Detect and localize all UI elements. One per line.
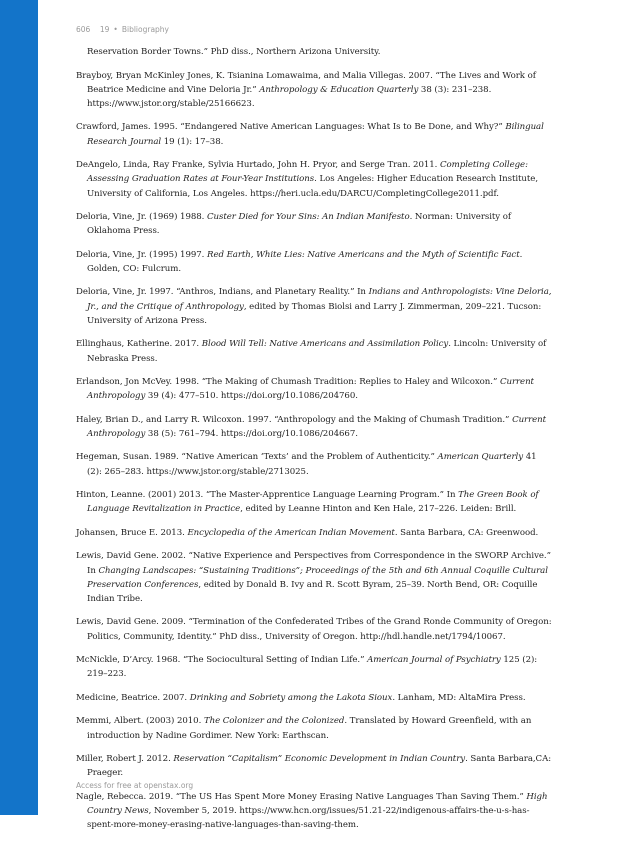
reference-text: 39 (4): 477–510. https://doi.org/10.1086/204760. [145, 391, 358, 402]
reference-text: . Lincoln: University of Nebraska Press. [87, 339, 547, 364]
page-number: 606 [76, 25, 91, 34]
section-title: Bibliography [121, 25, 169, 34]
reference-text: Miller, Robert J. 2012. [76, 754, 174, 765]
reference-entry-deloria-1997 [76, 285, 554, 328]
reference-entry-deangelo [76, 158, 554, 201]
reference-text: . Golden, CO: Fulcrum. [87, 249, 523, 274]
reference-title: Custer Died for Your Sins: An Indian Manifesto [207, 212, 410, 223]
reference-text: Reservation Border Towns.” PhD diss., Northern Arizona University. [87, 47, 381, 57]
reference-text: Lewis, David Gene. 2009. “Termination of the Confederated Tribes of the Grand Ronde Community of Oregon: Politics, Community, Identity.” PhD diss., University of Oregon. http://hdl.handle.net/1794/10067. [76, 617, 552, 642]
reference-text: Hegeman, Susan. 1989. “Native American ‘Texts’ and the Problem of Authenticity.” [76, 452, 438, 463]
reference-entry-cont [76, 45, 554, 59]
reference-entry-memmi [76, 714, 554, 742]
reference-title: American Quarterly [437, 452, 524, 463]
reference-text: Memmi, Albert. (2003) 2010. [76, 716, 204, 727]
reference-title: Completing College: Assessing Graduation Rates at Four-Year Institutions [87, 160, 528, 185]
reference-text: . Los Angeles: Higher Education Research Institute, University of California, Los Angeles. https://heri.ucla.edu/DARCU/CompletingCollege2011.pdf. [87, 174, 538, 199]
reference-text: . Santa Barbara,CA: Praeger. [87, 754, 552, 779]
reference-title: The Colonizer and the Colonized [203, 716, 345, 727]
reference-title: American Journal of Psychiatry [367, 655, 501, 666]
bibliography-list [76, 45, 554, 842]
reference-text: 38 (5): 761–794. https://doi.org/10.1086/204667. [145, 428, 358, 439]
reference-text: , November 5, 2019. https://www.hcn.org/issues/51.21-22/indigenous-affairs-the-u-s-has-spent-more-money-erasing-native-languages-than-saving-them. [87, 805, 530, 831]
reference-text: Hinton, Leanne. (2001) 2013. “The Master-Apprentice Language Learning Program.” In [76, 490, 459, 501]
side-accent-bar [0, 0, 38, 815]
reference-title: Indians and Anthropologists: Vine Deloria, Jr., and the Critique of Anthropology [87, 287, 552, 312]
reference-text: Johansen, Bruce E. 2013. [76, 527, 188, 538]
reference-entry-deloria-1995 [76, 248, 554, 276]
reference-title: Blood Will Tell: Native Americans and Assimilation Policy [201, 339, 449, 350]
bullet-separator: • [113, 25, 118, 34]
reference-text: Deloria, Vine, Jr. (1995) 1997. [76, 249, 208, 260]
reference-title: High Country News [87, 791, 548, 816]
reference-entry-haley [76, 413, 554, 441]
reference-text: . Translated by Howard Greenfield, with an introduction by Nadine Gordimer. New York: Earthscan. [87, 716, 532, 741]
reference-text: 125 (2): 219–223. [87, 655, 538, 680]
reference-title: Red Earth, White Lies: Native Americans and the Myth of Scientific Fact [207, 249, 520, 260]
reference-text: , edited by Thomas Biolsi and Larry J. Zimmerman, 209–221. Tucson: University of Arizona Press. [87, 301, 542, 326]
reference-text: . Lanham, MD: AltaMira Press. [392, 692, 526, 703]
reference-text: Deloria, Vine, Jr. 1997. “Anthros, Indians, and Planetary Reality.” In [76, 287, 369, 298]
reference-text: 19 (1): 17–38. [161, 136, 224, 147]
reference-entry-lewis-2009 [76, 615, 554, 643]
reference-text: Nagle, Rebecca. 2019. “The US Has Spent More Money Erasing Native Languages Than Saving Them.” [76, 791, 527, 802]
reference-title: Current Anthropology [87, 414, 547, 439]
reference-text: Medicine, Beatrice. 2007. [76, 692, 190, 703]
reference-title: Reservation “Capitalism” Economic Development in Indian Country [173, 754, 466, 765]
reference-entry-deloria-1969 [76, 210, 554, 238]
reference-text: . Norman: University of Oklahoma Press. [87, 212, 512, 237]
reference-title: Changing Landscapes: “Sustaining Traditions”; Proceedings of the 5th and 6th Annual Coquille Cultural Preservation Conferences [87, 565, 548, 590]
reference-text: Ellinghaus, Katherine. 2017. [76, 339, 202, 350]
page-header [76, 25, 169, 34]
reference-text: , edited by Donald B. Ivy and R. Scott Byram, 25–39. North Bend, OR: Coquille Indian Tribe. [87, 579, 538, 604]
reference-text: Lewis, David Gene. 2002. “Native Experience and Perspectives from Correspondence in the SWORP Archive.” In [76, 551, 551, 576]
footer-link[interactable]: Access for free at openstax.org [76, 781, 194, 790]
reference-entry-lewis-2002 [76, 549, 554, 606]
reference-title: Drinking and Sobriety among the Lakota Sioux [189, 692, 393, 703]
reference-entry-hegeman [76, 450, 554, 478]
reference-entry-nagle [76, 790, 554, 833]
reference-entry-mcnickle [76, 653, 554, 681]
reference-entry-johansen [76, 526, 554, 540]
reference-entry-erlandson [76, 375, 554, 403]
reference-title: Encyclopedia of the American Indian Movement [187, 527, 395, 538]
reference-text: Brayboy, Bryan McKinley Jones, K. Tsianina Lomawaima, and Malia Villegas. 2007. “The Lives and Work of Beatrice Medicine and Vine Deloria Jr.” [76, 70, 536, 95]
reference-text: 41 (2): 265–283. https://www.jstor.org/stable/2713025. [87, 452, 537, 477]
reference-text: 38 (3): 231–238. https://www.jstor.org/stable/25166623. [87, 84, 492, 109]
reference-entry-crawford [76, 120, 554, 148]
reference-text: Crawford, James. 1995. “Endangered Native American Languages: What Is to Be Done, and Why?” [76, 122, 506, 133]
reference-text: , edited by Leanne Hinton and Ken Hale, 217–226. Leiden: Brill. [240, 504, 517, 515]
chapter-number: 19 [99, 25, 110, 34]
reference-text: McNickle, D’Arcy. 1968. “The Sociocultural Setting of Indian Life.” [76, 655, 368, 666]
reference-entry-hinton [76, 488, 554, 516]
reference-text: Haley, Brian D., and Larry R. Wilcoxon. 1997. “Anthropology and the Making of Chumash Tradition.” [76, 414, 513, 425]
reference-title: Bilingual Research Journal [87, 122, 544, 147]
reference-text: DeAngelo, Linda, Ray Franke, Sylvia Hurtado, John H. Pryor, and Serge Tran. 2011. [76, 160, 441, 171]
reference-entry-medicine [76, 691, 554, 705]
reference-text: Erlandson, Jon McVey. 1998. “The Making of Chumash Tradition: Replies to Haley and Wilcoxon.” [76, 377, 500, 388]
reference-title: Current Anthropology [87, 377, 534, 402]
reference-title: The Green Book of Language Revitalization in Practice [87, 490, 539, 515]
reference-text: Deloria, Vine, Jr. (1969) 1988. [76, 212, 208, 223]
reference-entry-ellinghaus [76, 337, 554, 365]
reference-entry-miller [76, 752, 554, 780]
reference-title: Anthropology & Education Quarterly [259, 84, 419, 95]
reference-entry-brayboy [76, 69, 554, 112]
reference-text: . Santa Barbara, CA: Greenwood. [394, 527, 539, 538]
